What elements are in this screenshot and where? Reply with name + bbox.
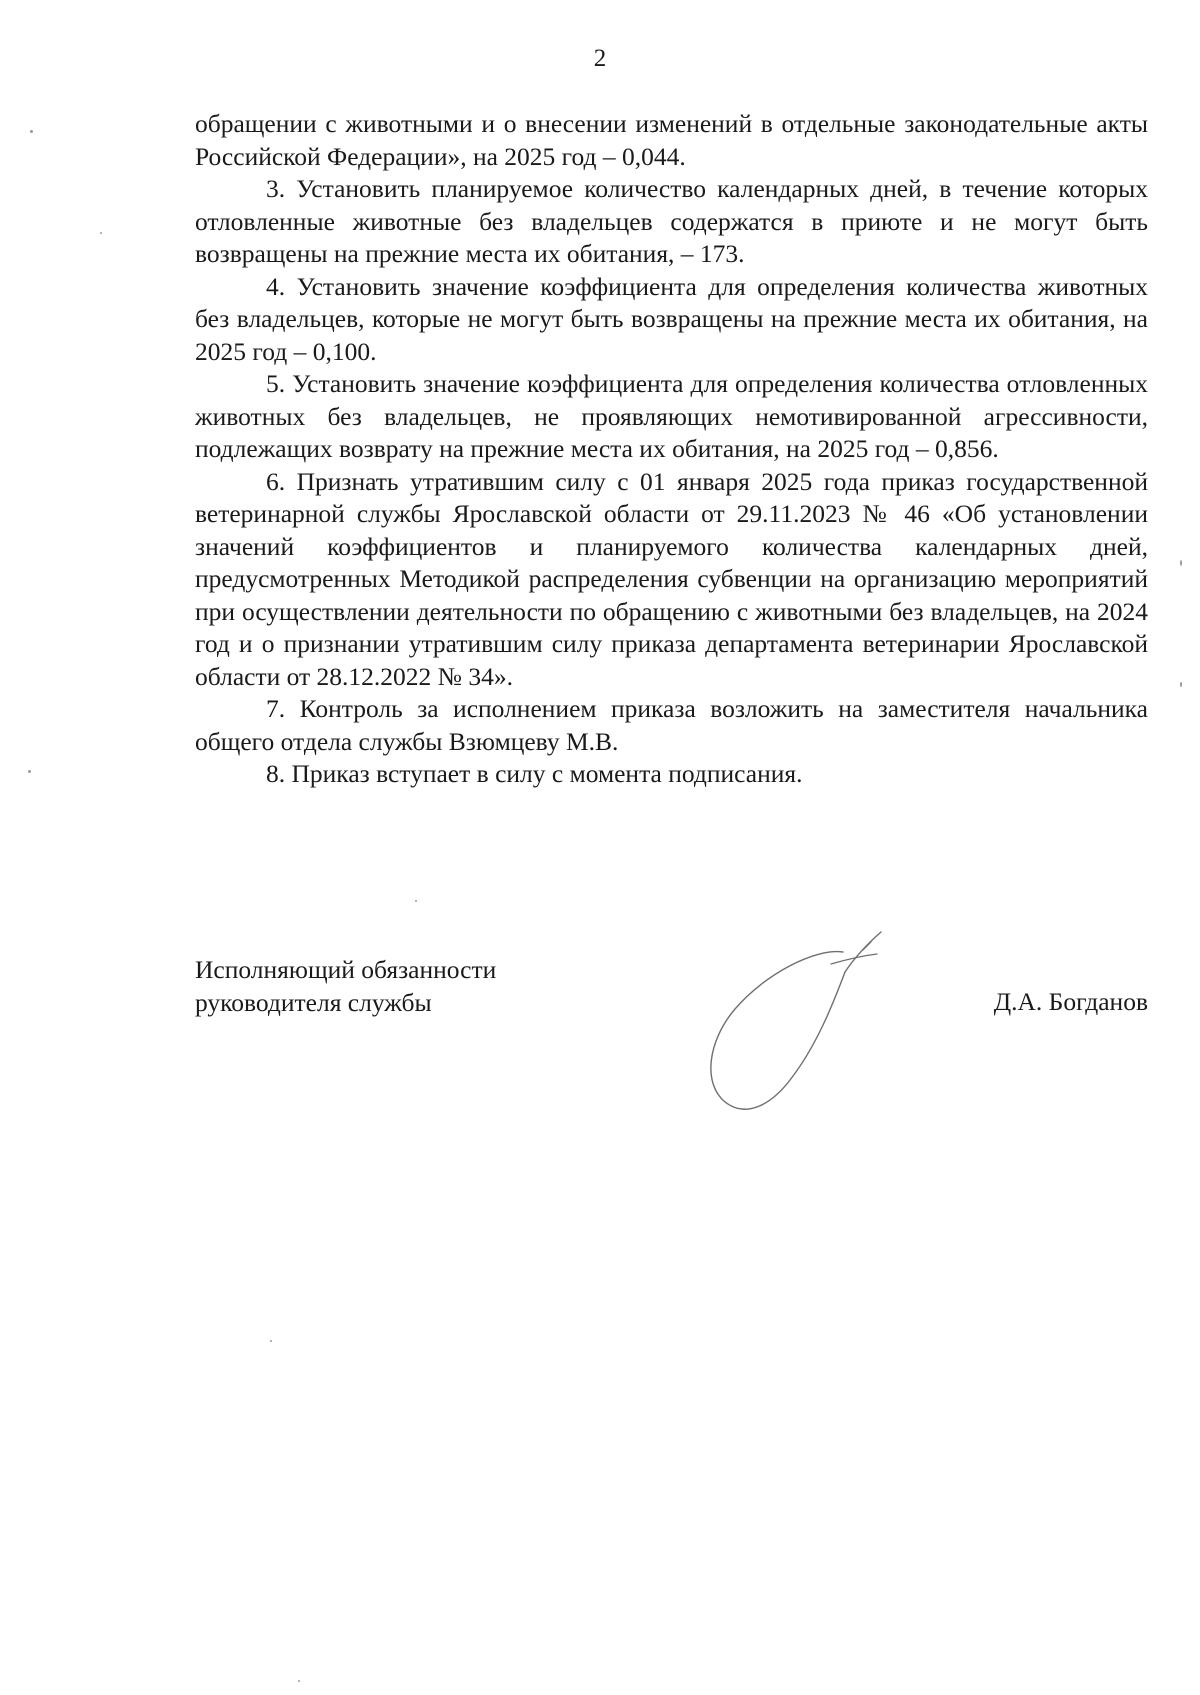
signature-block <box>195 954 1148 1134</box>
paragraph-item-8: 8. Приказ вступает в силу с момента подписания. <box>266 759 803 788</box>
scan-speck <box>415 900 417 902</box>
signature-stroke-flourish <box>845 932 881 972</box>
handwritten-signature <box>695 924 935 1124</box>
document-body <box>195 108 1148 791</box>
signature-stroke-loop <box>711 952 845 1110</box>
page-number: 2 <box>593 45 607 72</box>
signatory-role-line-1: Исполняющий обязанности <box>195 955 497 984</box>
signatory-name: Д.А. Богданов <box>993 987 1148 1016</box>
paragraph-item-5: 5. Установить значение коэффициента для определения количества отловленных животных без владельцев, не проявляющих немотивированной агрессивности, подлежащих возврату на прежние места их обитания, на 2025 год – 0,856. <box>195 369 1148 463</box>
scan-speck <box>1180 682 1182 687</box>
paragraph-item-7: 7. Контроль за исполнением приказа возложить на заместителя начальника общего отдела службы Взюмцеву М.В. <box>195 694 1148 756</box>
scan-speck <box>28 770 31 773</box>
scan-speck <box>100 232 102 234</box>
scan-speck <box>30 130 33 133</box>
scan-speck <box>270 1340 272 1342</box>
paragraph-continuation: обращении с животными и о внесении изменений в отдельные законодательные акты Российской Федерации», на 2025 год – 0,044. <box>195 109 1148 171</box>
scan-speck <box>298 1680 300 1682</box>
signature-stroke-tick <box>863 942 871 950</box>
paragraph-item-6: 6. Признать утратившим силу с 01 января 2025 года приказ государственной ветеринарной службы Ярославской области от 29.11.2023 № 46 «Об установлении значений коэффициентов и планируемого количества календарных дней, предусмотренных Методикой распределения субвенции на организацию мероприятий при осуществлении деятельности по обращению с животными без владельцев, на 2024 год и о признании утратившим силу приказа департамента ветеринарии Ярославской области от 28.12.2022 № 34». <box>195 466 1148 691</box>
signatory-role <box>195 954 615 1019</box>
paragraph-item-3: 3. Установить планируемое количество календарных дней, в течение которых отловленные животные без владельцев содержатся в приюте и не могут быть возвращены на прежние места их обитания, – 173. <box>195 174 1148 268</box>
signatory-role-line-2: руководителя службы <box>195 987 432 1017</box>
paragraph-item-4: 4. Установить значение коэффициента для определения количества животных без владельцев, которые не могут быть возвращены на прежние места их обитания, на 2025 год – 0,100. <box>195 271 1148 366</box>
scan-speck <box>1180 560 1182 566</box>
